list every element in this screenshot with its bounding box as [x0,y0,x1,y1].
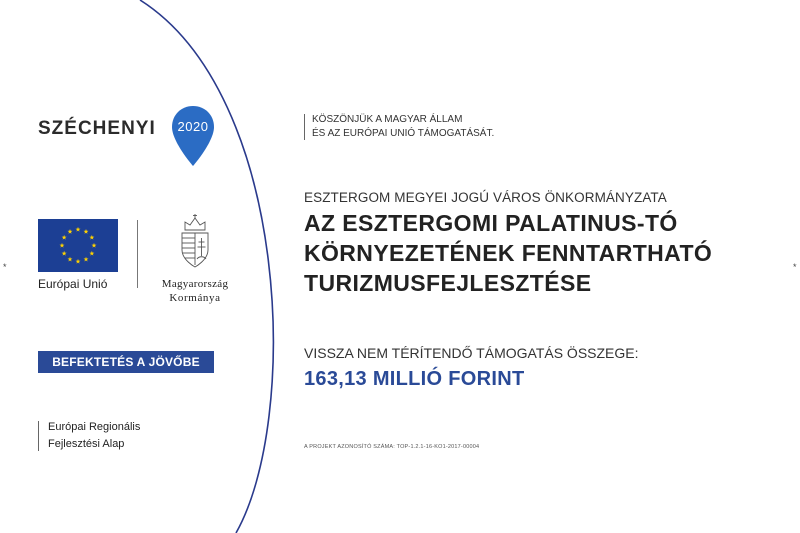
grant-amount: 163,13 MILLIÓ FORINT [304,368,525,390]
project-title-line2: KÖRNYEZETÉNEK FENNTARTHATÓ [304,240,713,266]
registration-mark-left: * [3,262,7,272]
project-title-line3: TURIZMUSFEJLESZTÉSE [304,270,592,296]
eu-flag-icon [38,219,118,272]
fund-label-line1: Európai Regionális [48,421,141,433]
government-label-line2: Kormánya [169,292,221,304]
eu-label: Európai Unió [38,277,108,291]
szechenyi-wordmark: SZÉCHENYI [38,118,156,139]
grant-label: VISSZA NEM TÉRÍTENDŐ TÁMOGATÁS ÖSSZEGE: [304,345,639,361]
project-title-line1: AZ ESZTERGOMI PALATINUS-TÓ [304,210,678,236]
thanks-line2: ÉS AZ EURÓPAI UNIÓ TÁMOGATÁSÁT. [312,128,495,139]
beneficiary-name: ESZTERGOM MEGYEI JOGÚ VÁROS ÖNKORMÁNYZATA [304,190,667,205]
fund-divider [38,421,39,451]
investment-badge: BEFEKTETÉS A JÖVŐBE [38,351,214,373]
registration-mark-right: * [793,262,797,272]
government-label-line1: Magyarország [161,278,229,290]
szechenyi-2020-logo [38,104,218,168]
hungarian-coat-of-arms-icon [177,212,213,270]
thanks-divider [304,114,305,140]
thanks-line1: KÖSZÖNJÜK A MAGYAR ÁLLAM [312,114,463,125]
szechenyi-year: 2020 [177,119,209,134]
fund-label-line2: Fejlesztési Alap [48,438,125,450]
logo-divider [137,220,138,288]
map-pin-icon [170,104,216,168]
project-id: A PROJEKT AZONOSÍTÓ SZÁMA: TOP-1.2.1-16-KO1-2017-00004 [304,444,480,450]
